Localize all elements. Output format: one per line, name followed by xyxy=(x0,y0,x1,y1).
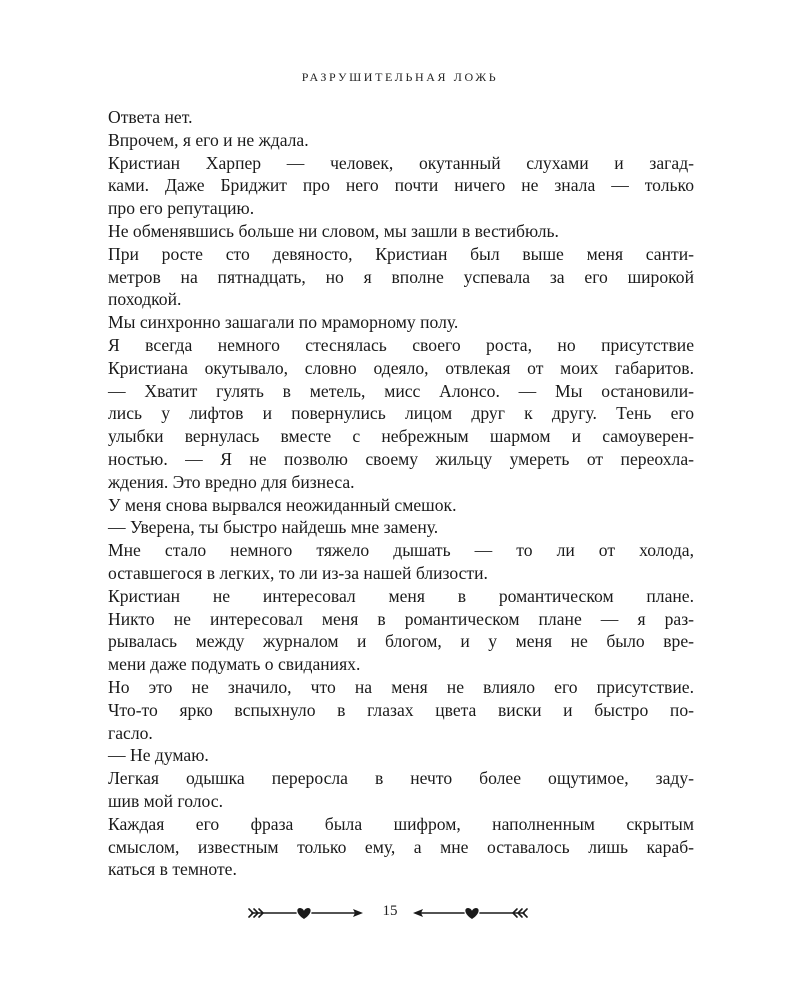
text-line: Мне стало немного тяжело дышать — то ли от холода, xyxy=(108,540,694,561)
text-line: ностью. — Я не позволю своему жильцу умереть от переохла- xyxy=(108,448,694,469)
text-line: Кристиан Харпер — человек, окутанный слухами и загад- xyxy=(108,152,694,173)
text-line: — Не думаю. xyxy=(108,745,209,766)
text-line: При росте сто девяносто, Кристиан был выше меня санти- xyxy=(108,243,694,264)
text-line: смыслом, известным только ему, а мне оставалось лишь караб- xyxy=(108,836,694,857)
text-line: улыбки вернулась вместе с небрежным шармом и самоуверен- xyxy=(108,426,694,447)
text-line: Я всегда немного стеснялась своего роста, но присутствие xyxy=(108,334,694,355)
text-line: Что-то ярко вспыхнуло в глазах цвета виски и быстро по- xyxy=(108,699,694,720)
page-number: 15 xyxy=(382,903,398,919)
text-line: У меня снова вырвался неожиданный смешок. xyxy=(108,494,457,515)
text-line: Легкая одышка переросла в нечто более ощутимое, заду- xyxy=(108,768,694,789)
running-head: РАЗРУШИТЕЛЬНАЯ ЛОЖЬ xyxy=(301,70,499,84)
text-line: про его репутацию. xyxy=(108,198,255,219)
text-line: Мы синхронно зашагали по мраморному полу. xyxy=(108,312,459,333)
text-line: Кристиана окутывало, словно одеяло, отвлекая от моих габаритов. xyxy=(108,357,694,378)
text-line: ками. Даже Бриджит про него почти ничего не знала — только xyxy=(108,175,694,196)
text-line: шив мой голос. xyxy=(108,790,223,811)
text-line: Впрочем, я его и не ждала. xyxy=(108,129,309,150)
arrow-heart-ornament-left-icon xyxy=(248,904,364,922)
text-line: каться в темноте. xyxy=(108,859,237,880)
text-line: Ответа нет. xyxy=(108,107,193,127)
text-line: рывалась между журналом и блогом, и у меня не было вре- xyxy=(108,631,694,652)
arrow-heart-ornament-right-icon xyxy=(412,904,528,922)
text-line: Но это не значило, что на меня не влияло его присутствие. xyxy=(108,676,694,697)
text-line: походкой. xyxy=(108,289,182,310)
text-line: метров на пятнадцать, но я вполне успевала за его широкой xyxy=(108,266,694,287)
body-text xyxy=(108,106,694,881)
text-line: гасло. xyxy=(108,722,153,743)
text-line: Не обменявшись больше ни словом, мы зашли в вестибюль. xyxy=(108,220,559,241)
text-line: — Уверена, ты быстро найдешь мне замену. xyxy=(108,517,439,538)
page-footer xyxy=(0,902,800,926)
text-line: — Хватит гулять в метель, мисс Алонсо. — Мы остановили- xyxy=(108,380,694,401)
text-line: оставшегося в легких, то ли из-за нашей близости. xyxy=(108,562,488,583)
text-line: лись у лифтов и повернулись лицом друг к другу. Тень его xyxy=(108,403,694,424)
text-line: Каждая его фраза была шифром, наполненным скрытым xyxy=(108,813,694,834)
text-line: Никто не интересовал меня в романтическом плане — я раз- xyxy=(108,608,694,629)
text-line: ждения. Это вредно для бизнеса. xyxy=(108,471,355,492)
text-line: Кристиан не интересовал меня в романтическом плане. xyxy=(108,585,694,606)
text-line: мени даже подумать о свиданиях. xyxy=(108,654,361,675)
